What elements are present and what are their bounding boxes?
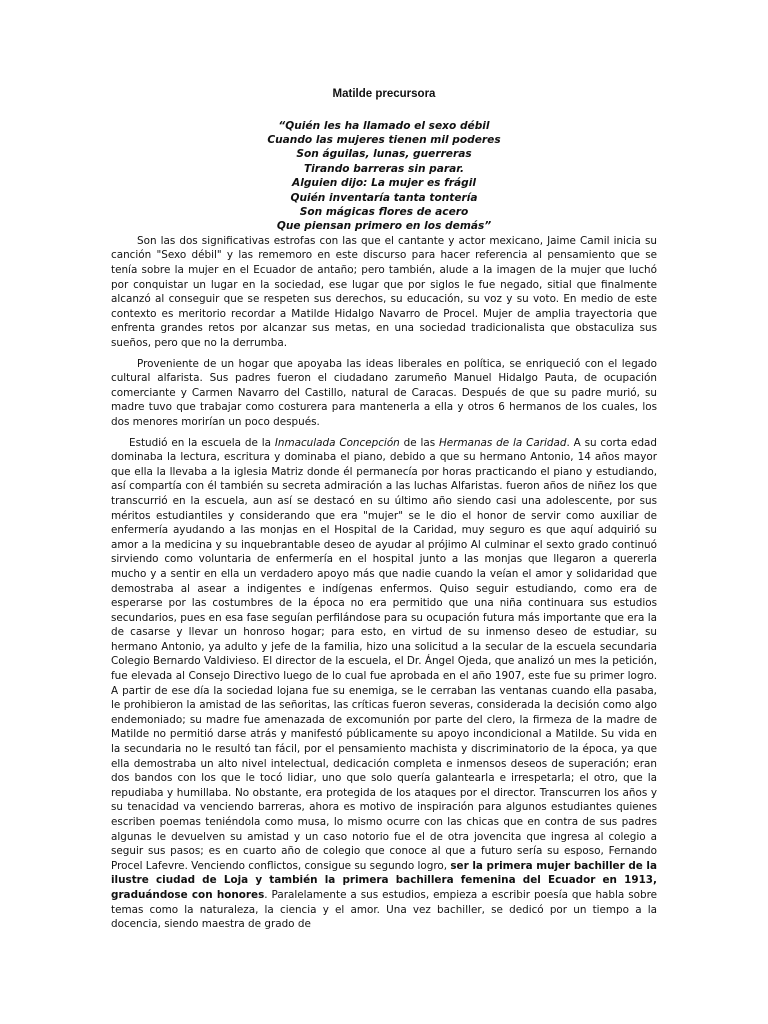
poem-line: Tirando barreras sin parar. (303, 162, 465, 175)
paragraph-intro: Son las dos significativas estrofas con las que el cantante y actor mexicano, Jaime Camil inicia su canción "Sexo débil" y las rememoro en este discurso para hacer referencia al pensamiento que se tenía sobre la mujer en el Ecuador de antaño; pero también, alude a la imagen de la mujer que luchó por conquistar un lugar en la sociedad, ese lugar que por siglos le fue negado, sitial que finalmente alcanzó al conseguir que se respeten sus derechos, su educación, su voz y su voto. En medio de este contexto es meritorio recordar a Matilde Hidalgo Navarro de Procel. Mujer de amplia trayectoria que enfrenta grandes retos por alcanzar sus metas, en una sociedad tradicionalista que obstaculiza sus sueños, pero que no la derrumba. (111, 234, 657, 349)
poem-line: Cuando las mujeres tienen mil poderes (267, 134, 501, 146)
paragraph-text: Estudió en la escuela de la (129, 436, 275, 449)
paragraph-education (111, 436, 657, 932)
poem-line: Son mágicas flores de acero (299, 206, 469, 219)
highlighted-achievement: ser la primera mujer bachiller de la ilustre ciudad de Loja y también la primera bachillera femenina del Ecuador en 1913, graduándose con honores (111, 859, 658, 901)
poem-block (111, 119, 657, 234)
paragraph-text: de las (399, 436, 439, 449)
paragraph-text: . Paralelamente a sus estudios, empieza a escribir poesía que habla sobre temas como la naturaleza, la ciencia y el amor. Una vez bachiller, se dedicó por un tiempo a la docencia, siendo maestra de grado de (111, 888, 658, 931)
document-page (111, 78, 657, 938)
poem-line: Son águilas, lunas, guerreras (296, 148, 472, 161)
poem-line: Quién inventaría tanta tontería (290, 191, 478, 204)
paragraph-family: Proveniente de un hogar que apoyaba las ideas liberales en política, se enriqueció con el legado cultural alfarista. Sus padres fueron el ciudadano zarumeño Manuel Hidalgo Pauta, de ocupación comerciante y Carmen Navarro del Castillo, natural de Caracas. Después de que su padre murió, su madre tuvo que trabajar como costurera para mantenerla a ella y otros 6 hermanos de los cuales, los dos menores morirían un poco después. (111, 357, 657, 428)
document-title: Matilde precursora (332, 88, 436, 100)
poem-line: Alguien dijo: La mujer es frágil (292, 177, 476, 190)
school-name: Inmaculada Concepción (274, 436, 400, 449)
poem-line: “Quién les ha llamado el sexo débil (278, 119, 490, 132)
religious-order-name: Hermanas de la Caridad (438, 436, 567, 449)
paragraph-text: . A su corta edad dominaba la lectura, escritura y dominaba el piano, debido a que su hermano Antonio, 14 años mayor que ella la llevaba a la iglesia Matriz donde él permanecía por horas practicando el piano y estudiando, así compartía con él también su secreta admiración a las luchas Alfaristas. fueron años de niñez los que transcurrió en la escuela, aun así se destacó en su último año siendo casi una adolescente, por sus méritos estudiantiles y considerando que era "mujer" se le dio el honor de servir como auxiliar de enfermería ayudando a las monjas en el Hospital de la Caridad, muy seguro es que aquí adquirió su amor a la medicina y su inquebrantable deseo de ayudar al prójimo Al culminar el sexto grado continuó sirviendo como voluntaria de enfermería en el hospital junto a las monjas que llegaron a quererla mucho y a sentir en ella un verdadero apoyo más que nadie cuando la veían el amor y solidaridad que demostraba al asear a indigentes e indígenas enfermos. Quiso seguir estudiando, como era de esperarse por las costumbres de la época no era permitido que una niña continuara sus estudios secundarios, pues en esa fase seguían perfilándose para su ocupación futura más importante que era la de casarse y llevar un honroso hogar; para esto, en virtud de su inmenso deseo de estudiar, su hermano Antonio, ya adulto y jefe de la familia, hizo una solicitud a la secular de la escuela secundaria Colegio Bernardo Valdivieso. El director de la escuela, el Dr. Ángel Ojeda, que analizó un mes la petición, fue elevada al Consejo Directivo luego de lo cual fue aprobada en el año 1907, este fue su primer logro. A partir de ese día la sociedad lojana fue su enemiga, se le cerraban las ventanas cuando ella pasaba, le prohibieron la amistad de las señoritas, las críticas fueron severas, considerada la decisión como algo endemoniado; su madre fue amenazada de excomunión por parte del clero, la firmeza de la madre de Matilde no permitió darse atrás y manifestó públicamente su apoyo incondicional a Matilde. Su vida en la secundaria no le resultó tan fácil, por el pensamiento machista y discriminatorio de la época, ya que ella demostraba un alto nivel intelectual, dedicación completa e inmensos deseos de superación; eran dos bandos con los que le tocó lidiar, uno que solo quería galantearla e irrespetarla; el otro, que la repudiaba y humillaba. No obstante, era protegida de los ataques por el director. Transcurren los años y su tenacidad va venciendo barreras, ahora es motivo de inspiración para algunos estudiantes quienes escriben poemas teniéndola como musa, lo mismo ocurre con las chicas que en contra de sus padres algunas le devuelven su amistad y un caso notorio fue el de otra jovencita que ingresa al colegio a seguir sus pasos; es en cuarto año de colegio que conoce al que a futuro sería su esposo, Fernando Procel Lafevre. Venciendo conflictos, consigue su segundo logro, (111, 436, 657, 872)
poem-line: Que piensan primero en los demás” (276, 220, 492, 233)
